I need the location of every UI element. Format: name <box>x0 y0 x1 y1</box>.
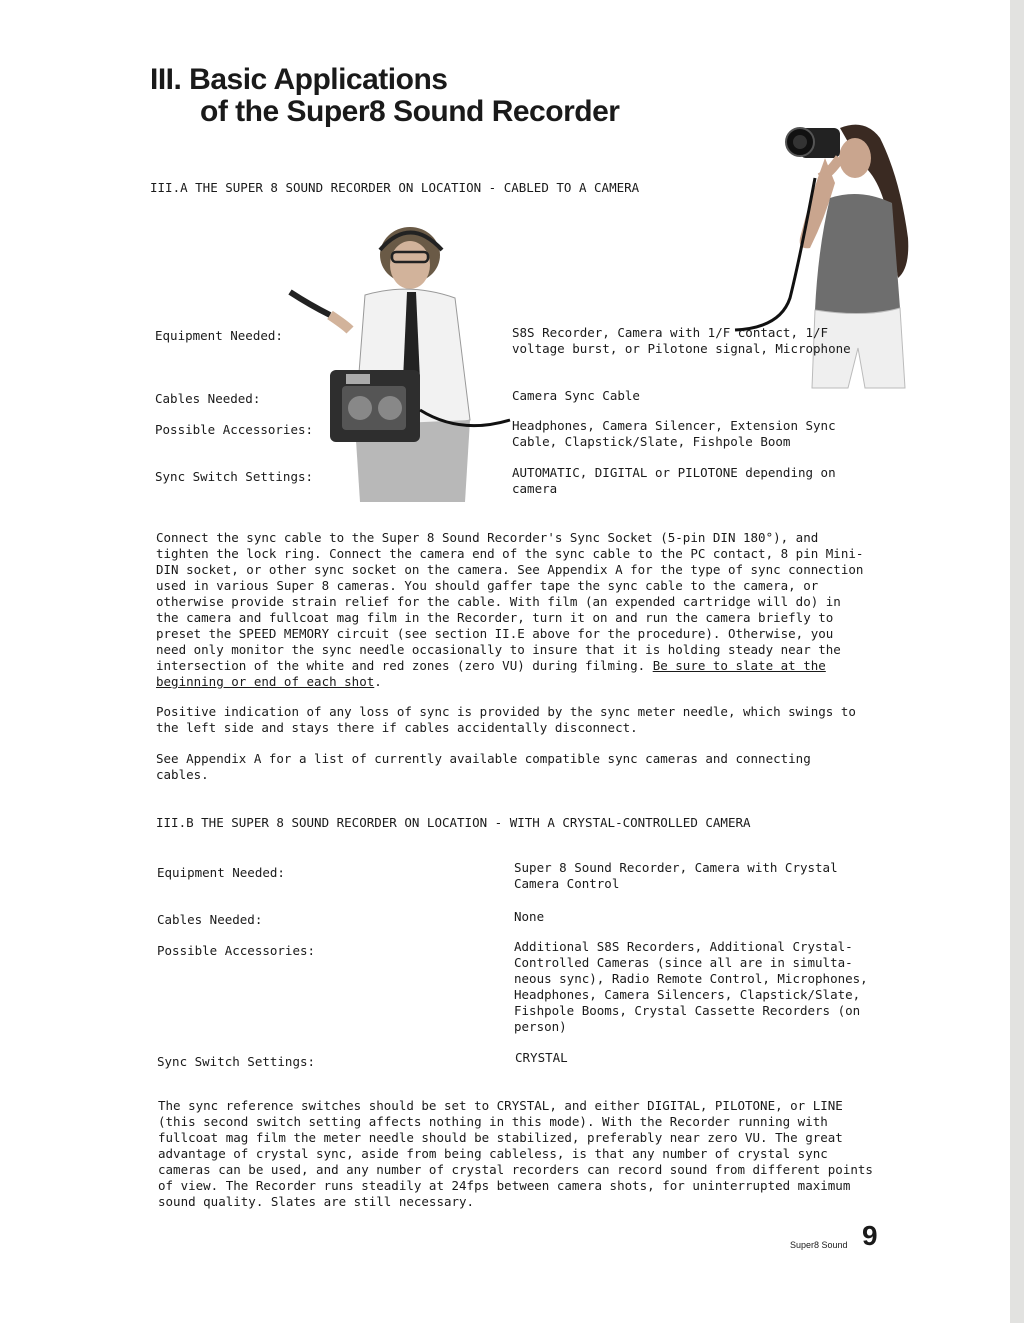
section-b-value-equipment: Super 8 Sound Recorder, Camera with Crystal Camera Control <box>514 860 838 891</box>
page-number: 9 <box>862 1220 878 1251</box>
page-edge <box>1010 0 1024 1323</box>
section-b-label-equipment: Equipment Needed: <box>157 865 285 880</box>
page-title-line-1: III. Basic Applications <box>150 63 448 96</box>
section-a-value-accessories: Headphones, Camera Silencer, Extension Sync Cable, Clapstick/Slate, Fishpole Boom <box>512 418 836 449</box>
section-a-label-sync: Sync Switch Settings: <box>155 469 314 484</box>
section-a-heading: III.A THE SUPER 8 SOUND RECORDER ON LOCATION - CABLED TO A CAMERA <box>150 180 640 195</box>
section-a-value-equipment: S8S Recorder, Camera with 1/F contact, 1/F voltage burst, or Pilotone signal, Microphone <box>512 325 851 356</box>
section-a-value-sync: AUTOMATIC, DIGITAL or PILOTONE depending on camera <box>512 465 836 496</box>
title-brand: Super8 <box>286 95 386 128</box>
section-b-heading: III.B THE SUPER 8 SOUND RECORDER ON LOCATION - WITH A CRYSTAL-CONTROLLED CAMERA <box>156 815 751 830</box>
section-a-label-accessories: Possible Accessories: <box>155 422 314 437</box>
section-a-paragraph-3: See Appendix A for a list of currently available compatible sync cameras and connecting cables. <box>156 751 811 782</box>
photo-man-with-recorder <box>270 220 510 502</box>
section-b-label-cables: Cables Needed: <box>157 912 263 927</box>
section-a-label-equipment: Equipment Needed: <box>155 328 283 343</box>
page-title-line-2 <box>200 96 619 128</box>
footer-brand: Super8 Sound <box>790 1240 848 1250</box>
section-a-paragraph-1-end: . <box>374 674 382 689</box>
section-b-label-accessories: Possible Accessories: <box>157 943 316 958</box>
slate-reminder: Be sure to slate at the beginning or end of each shot <box>156 658 826 689</box>
section-b-value-cables: None <box>514 909 545 924</box>
title-prefix: of the <box>200 95 279 128</box>
section-a-paragraph-1 <box>156 530 866 690</box>
section-b-label-sync: Sync Switch Settings: <box>157 1054 316 1069</box>
section-a-value-cables: Camera Sync Cable <box>512 388 640 403</box>
title-rest: Sound Recorder <box>393 95 620 128</box>
section-b-value-sync: CRYSTAL <box>515 1050 568 1065</box>
section-a-paragraph-2: Positive indication of any loss of sync is provided by the sync meter needle, which swings to the left side and stays there if cables accidentally disconnect. <box>156 704 856 735</box>
section-a-label-cables: Cables Needed: <box>155 391 261 406</box>
section-a-paragraph-1-text: Connect the sync cable to the Super 8 Sound Recorder's Sync Socket (5-pin DIN 180°), and tighten the lock ring. Connect the camera end of the sync cable to the PC contact, 8 pin Mini-DIN socket, or other sync socket on the camera. See Appendix A for the type of sync connection used in various Super 8 cameras. You should gaffer tape the sync cable to the camera, or otherwise provide strain relief for the cable. With film (an expended cartridge will do) in the camera and fullcoat mag film in the Recorder, turn it on and run the camera briefly to preset the SPEED MEMORY circuit (see section II.E above for the procedure). Otherwise, you need only monitor the sync needle occasionally to insure that it is holding steady near the intersection of the white and red zones (zero VU) during filming. <box>156 530 864 673</box>
section-b-value-accessories: Additional S8S Recorders, Additional Crystal-Controlled Cameras (since all are in simulta-neous sync), Radio Remote Control, Microphones, Headphones, Camera Silencers, Clapstick/Slate, Fishpole Booms, Crystal Cassette Recorders (on person) <box>514 939 868 1034</box>
section-b-paragraph-1: The sync reference switches should be set to CRYSTAL, and either DIGITAL, PILOTONE, or LINE (this second switch setting affects nothing in this mode). With the Recorder running with fullcoat mag film the meter needle should be stabilized, preferably near zero VU. The great advantage of crystal sync, aside from being cableless, is that any number of crystal sync cameras can be used, and any number of crystal recorders can record sound from different points of view. The Recorder runs steadily at 24fps between camera shots, for uninterrupted maximum sound quality. Slates are still necessary. <box>158 1098 873 1209</box>
